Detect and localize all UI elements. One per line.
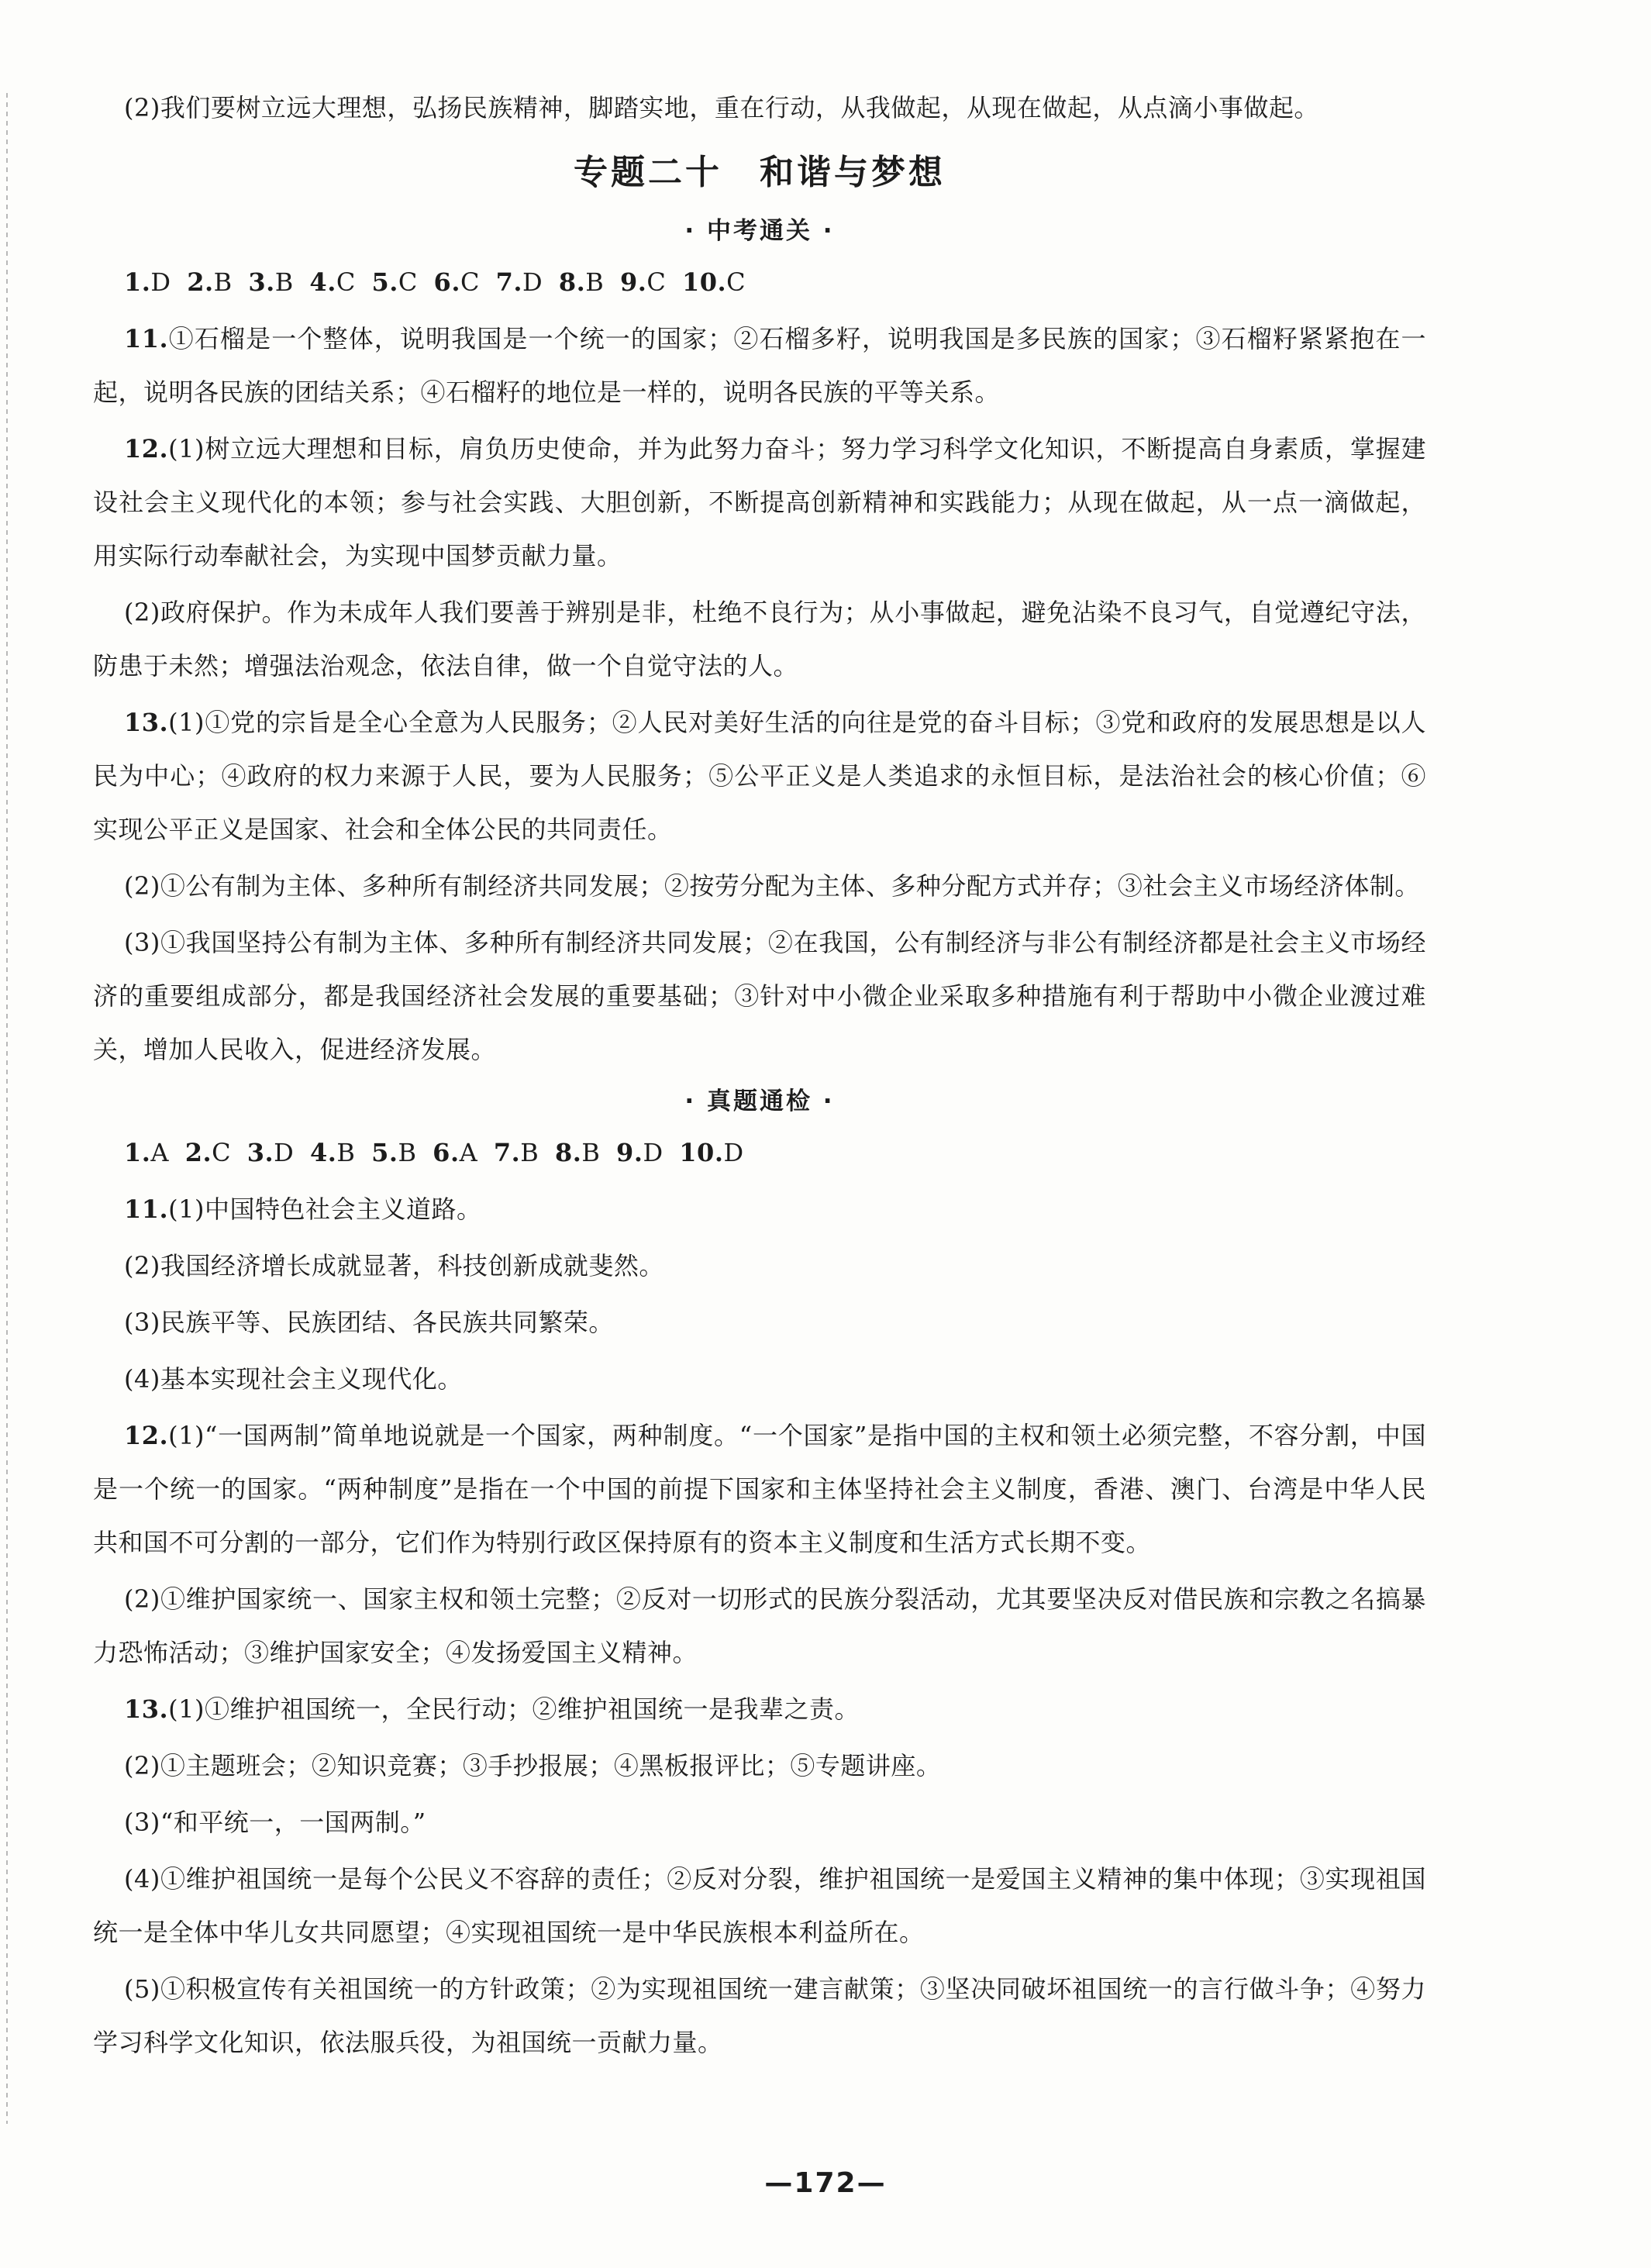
multiple-choice-answers xyxy=(93,1126,1426,1180)
question-number: 11. xyxy=(124,324,169,353)
answer-paragraph xyxy=(93,696,1426,857)
choice-answer: 2.B xyxy=(187,267,233,297)
answer-text: (2)①维护国家统一、国家主权和领土完整；②反对一切形式的民族分裂活动，尤其要坚决反对借民族和宗教之名搞暴力恐怖活动；③维护国家安全；④发扬爱国主义精神。 xyxy=(93,1584,1426,1667)
choice-answer: 5.C xyxy=(371,267,418,297)
choice-answer: 6.C xyxy=(433,267,480,297)
answer-text: (3)①我国坚持公有制为主体、多种所有制经济共同发展；②在我国，公有制经济与非公有制经济都是社会主义市场经济的重要组成部分，都是我国经济社会发展的重要基础；③针对中小微企业采取多种措施有利于帮助中小微企业渡过难关，增加人民收入，促进经济发展。 xyxy=(93,928,1426,1064)
answer-paragraph xyxy=(93,1683,1426,1736)
choice-answer: 1.A xyxy=(124,1138,170,1167)
answer-paragraph xyxy=(93,1963,1426,2070)
choice-answer: 3.B xyxy=(248,267,294,297)
answer-paragraph xyxy=(93,1296,1426,1349)
answer-paragraph xyxy=(93,1853,1426,1960)
answer-text: (2)我国经济增长成就显著，科技创新成就斐然。 xyxy=(124,1251,664,1280)
answer-paragraph xyxy=(93,1739,1426,1793)
answer-paragraph xyxy=(93,1239,1426,1293)
choice-answer: 10.C xyxy=(682,267,746,297)
answer-text: (3)民族平等、民族团结、各民族共同繁荣。 xyxy=(124,1308,614,1337)
question-number: 13. xyxy=(124,708,169,737)
answer-paragraph xyxy=(93,1796,1426,1849)
answer-paragraph xyxy=(93,860,1426,913)
intro-line: (2)我们要树立远大理想，弘扬民族精神，脚踏实地，重在行动，从我做起，从现在做起，从点滴小事做起。 xyxy=(124,93,1319,122)
answer-text: (2)政府保护。作为未成年人我们要善于辨别是非，杜绝不良行为；从小事做起，避免沾染不良习气，自觉遵纪守法，防患于未然；增强法治观念，依法自律，做一个自觉守法的人。 xyxy=(93,598,1426,681)
answer-text: (5)①积极宣传有关祖国统一的方针政策；②为实现祖国统一建言献策；③坚决同破坏祖国统一的言行做斗争；④努力学习科学文化知识，依法服兵役，为祖国统一贡献力量。 xyxy=(93,1974,1426,2057)
section-heading: · 真题通检 · xyxy=(684,1087,835,1115)
answer-text: (2)①主题班会；②知识竞赛；③手抄报展；④黑板报评比；⑤专题讲座。 xyxy=(124,1751,942,1780)
choice-answer: 7.D xyxy=(495,267,543,297)
answer-text: (3)“和平统一，一国两制。” xyxy=(124,1808,426,1837)
sections xyxy=(93,206,1426,2070)
answer-paragraph xyxy=(93,1183,1426,1236)
choice-answer: 1.D xyxy=(124,267,171,297)
choice-answer: 7.B xyxy=(493,1138,539,1167)
answer-paragraph xyxy=(93,422,1426,583)
answer-paragraph xyxy=(93,1353,1426,1406)
section-heading: · 中考通关 · xyxy=(684,217,835,245)
binding-margin-line xyxy=(6,93,8,2124)
answer-paragraph xyxy=(93,312,1426,419)
choice-answer: 10.D xyxy=(679,1138,744,1167)
answer-paragraph xyxy=(93,586,1426,693)
answer-text: (2)①公有制为主体、多种所有制经济共同发展；②按劳分配为主体、多种分配方式并存；③社会主义市场经济体制。 xyxy=(124,871,1420,901)
multiple-choice-answers xyxy=(93,256,1426,309)
answer-text: (1)①党的宗旨是全心全意为人民服务；②人民对美好生活的向往是党的奋斗目标；③党和政府的发展思想是以人民为中心；④政府的权力来源于人民，要为人民服务；⑤公平正义是人类追求的永恒目标，是法治社会的核心价值；⑥实现公平正义是国家、社会和全体公民的共同责任。 xyxy=(93,708,1426,844)
choice-answer: 4.B xyxy=(309,1138,356,1167)
answer-paragraph xyxy=(93,916,1426,1077)
question-number: 13. xyxy=(124,1694,169,1724)
choice-answer: 9.D xyxy=(616,1138,664,1167)
question-number: 11. xyxy=(124,1194,169,1224)
answer-text: (1)①维护祖国统一，全民行动；②维护祖国统一是我辈之责。 xyxy=(168,1694,860,1724)
choice-answer: 8.B xyxy=(558,267,605,297)
page-content xyxy=(93,81,1426,2070)
answer-text: ①石榴是一个整体，说明我国是一个统一的国家；②石榴多籽，说明我国是多民族的国家；③石榴籽紧紧抱在一起，说明各民族的团结关系；④石榴籽的地位是一样的，说明各民族的平等关系。 xyxy=(93,324,1426,407)
answer-paragraph xyxy=(93,1573,1426,1680)
choice-answer: 5.B xyxy=(371,1138,417,1167)
question-number: 12. xyxy=(124,434,169,464)
answer-text: (4)基本实现社会主义现代化。 xyxy=(124,1364,463,1394)
choice-answer: 4.C xyxy=(309,267,356,297)
question-number: 12. xyxy=(124,1421,169,1450)
choice-answer: 6.A xyxy=(433,1138,478,1167)
choice-answer: 3.D xyxy=(246,1138,295,1167)
page-number: —172— xyxy=(764,2167,887,2199)
answer-text: (1)树立远大理想和目标，肩负历史使命，并为此努力奋斗；努力学习科学文化知识，不断提高自身素质，掌握建设社会主义现代化的本领；参与社会实践、大胆创新，不断提高创新精神和实践能力；从现在做起，从一点一滴做起，用实际行动奉献社会，为实现中国梦贡献力量。 xyxy=(93,434,1426,570)
answer-text: (1)中国特色社会主义道路。 xyxy=(168,1194,482,1224)
choice-answer: 2.C xyxy=(184,1138,232,1167)
choice-answer: 8.B xyxy=(554,1138,601,1167)
topic-title: 专题二十 和谐与梦想 xyxy=(574,153,946,192)
answer-paragraph xyxy=(93,1409,1426,1570)
answer-text: (1)“一国两制”简单地说就是一个国家，两种制度。“一个国家”是指中国的主权和领土必须完整，不容分割，中国是一个统一的国家。“两种制度”是指在一个中国的前提下国家和主体坚持社会主义制度，香港、澳门、台湾是中华人民共和国不可分割的一部分，它们作为特别行政区保持原有的资本主义制度和生活方式长期不变。 xyxy=(93,1421,1426,1557)
choice-answer: 9.C xyxy=(619,267,667,297)
answer-text: (4)①维护祖国统一是每个公民义不容辞的责任；②反对分裂，维护祖国统一是爱国主义精神的集中体现；③实现祖国统一是全体中华儿女共同愿望；④实现祖国统一是中华民族根本利益所在。 xyxy=(93,1864,1426,1947)
